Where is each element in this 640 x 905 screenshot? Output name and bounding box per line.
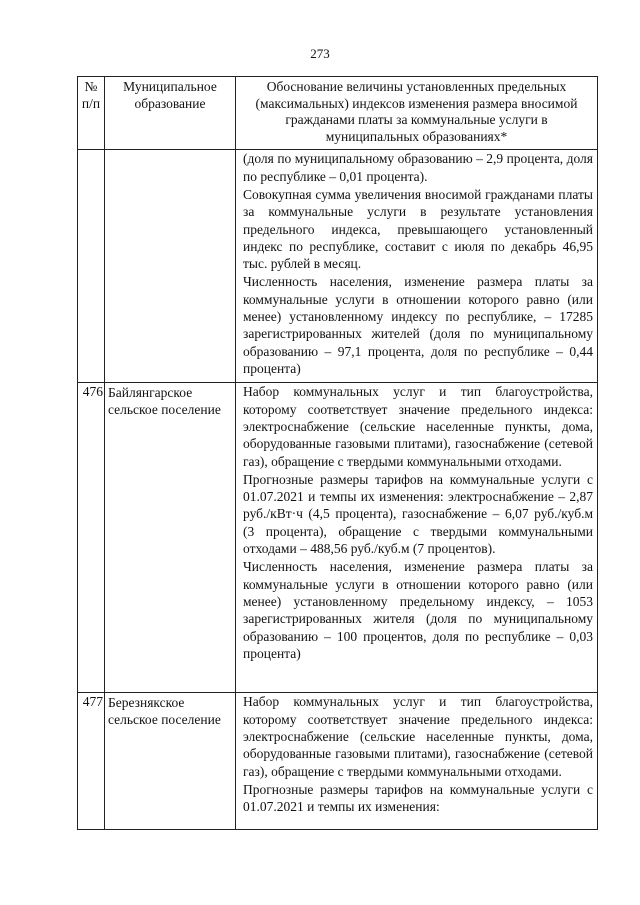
table-row-476 (78, 383, 598, 693)
table-header-row (78, 77, 598, 150)
row-municipality: Березнякское сельское поселение (105, 693, 236, 830)
header-num: № п/п (78, 77, 105, 150)
page-number: 273 (310, 46, 330, 61)
justification-paragraph: Численность населения, изменение размера платы за коммунальные услуги в отношении которого равно (или менее) установленному индексу по республике, – 17285 зарегистрированных жителей (доля по муниципальному образованию – 97,1 процента, доля по республике – 0,44 процента) (243, 274, 593, 376)
utility-index-table (77, 76, 598, 830)
row-justification (236, 693, 598, 830)
table-row-477 (78, 693, 598, 830)
justification-paragraph: (доля по муниципальному образованию – 2,9 процента, доля по республике – 0,01 процента). (243, 151, 593, 184)
justification-paragraph: Набор коммунальных услуг и тип благоустройства, которому соответствует значение предельного индекса: электроснабжение (сельские населенные пункты, дома, оборудованные газовыми плитами), газоснабжение (сетевой газ), обращение с твердыми коммунальными отходами. (243, 384, 593, 469)
justification-paragraph: Численность населения, изменение размера платы за коммунальные услуги в отношении которого равно (или менее) установленному предельному индексу, – 1053 зарегистрированных жителя (доля по муниципальному образованию – 100 процентов, доля по республике – 0,03 процента) (243, 559, 593, 661)
justification-paragraph: Прогнозные размеры тарифов на коммунальные услуги с 01.07.2021 и темпы их изменения: электроснабжение – 2,87 руб./кВт·ч (4,5 процента), газоснабжение – 6,07 руб./куб.м (3 процента), обращение с твердыми коммунальными отходами – 488,56 руб./куб.м (7 процентов). (243, 471, 593, 557)
row-municipality: Байлянгарское сельское поселение (105, 383, 236, 693)
row-number (78, 150, 105, 383)
table-row-continuation (78, 150, 598, 383)
row-justification (236, 150, 598, 383)
justification-paragraph: Прогнозные размеры тарифов на коммунальные услуги с 01.07.2021 и темпы их изменения: (243, 781, 593, 815)
row-municipality (105, 150, 236, 383)
row-justification (236, 383, 598, 693)
header-justification: Обоснование величины установленных предельных (максимальных) индексов изменения размера вносимой гражданами платы за коммунальные услуги в муниципальных образованиях* (236, 77, 598, 150)
justification-paragraph: Совокупная сумма увеличения вносимой гражданами платы за коммунальные услуги в результате установления предельного индекса, превышающего установленный индекс по республике, составит с июля по декабрь 46,95 тыс. рублей в месяц. (243, 186, 593, 272)
justification-paragraph: Набор коммунальных услуг и тип благоустройства, которому соответствует значение предельного индекса: электроснабжение (сельские населенные пункты, дома, оборудованные газовыми плитами), газоснабжение (сетевой газ), обращение с твердыми коммунальными отходами. (243, 694, 593, 779)
row-number: 477 (78, 693, 105, 830)
row-number: 476 (78, 383, 105, 693)
header-municipality: Муниципальное образование (105, 77, 236, 150)
